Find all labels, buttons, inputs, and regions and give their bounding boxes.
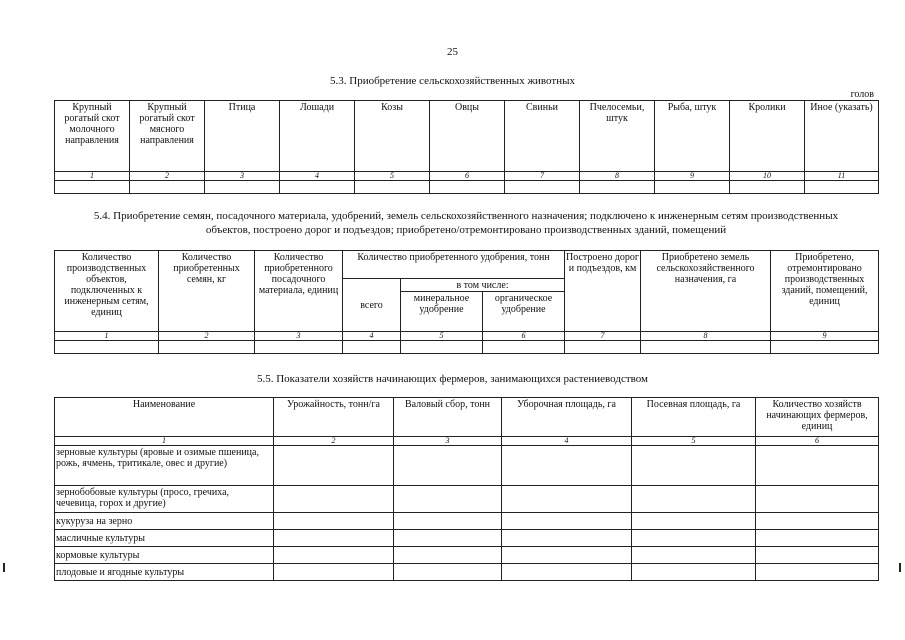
header-cell: Посевная площадь, га [632,398,756,437]
input-cell[interactable] [205,181,280,194]
animals-table [54,100,879,194]
input-cell[interactable] [274,513,394,530]
input-cell[interactable] [55,181,130,194]
column-number: 9 [771,332,879,341]
input-cell[interactable] [274,547,394,564]
input-cell[interactable] [756,564,879,581]
input-cell[interactable] [632,564,756,581]
column-number: 4 [343,332,401,341]
header-cell: Птица [205,101,280,172]
column-number: 5 [355,172,430,181]
column-number: 5 [401,332,483,341]
column-number: 3 [255,332,343,341]
input-cell[interactable] [355,181,430,194]
input-cell[interactable] [730,181,805,194]
column-number: 4 [280,172,355,181]
header-cell: Пчелосемьи, штук [580,101,655,172]
header-cell: Приобретено, отремонтировано производственных зданий, помещений, единиц [771,251,879,332]
input-cell[interactable] [274,446,394,486]
input-cell[interactable] [430,181,505,194]
input-cell[interactable] [274,486,394,513]
crop-name: зернобобовые культуры (просо, гречиха, чечевица, горох и другие) [55,486,274,513]
input-cell[interactable] [394,564,502,581]
input-cell[interactable] [55,341,159,354]
input-cell[interactable] [401,341,483,354]
header-cell: Овцы [430,101,505,172]
input-cell[interactable] [756,486,879,513]
crop-name: кормовые культуры [55,547,274,564]
input-cell[interactable] [502,513,632,530]
input-cell[interactable] [756,547,879,564]
input-cell[interactable] [655,181,730,194]
input-cell[interactable] [502,446,632,486]
input-cell[interactable] [756,530,879,547]
crops-table [54,397,879,581]
column-number: 1 [55,437,274,446]
input-cell[interactable] [756,513,879,530]
purchases-table [54,250,879,354]
column-number: 9 [655,172,730,181]
column-number: 11 [805,172,879,181]
header-cell: Лошади [280,101,355,172]
input-cell[interactable] [805,181,879,194]
header-cell: Свиньи [505,101,580,172]
column-number: 8 [641,332,771,341]
header-cell: Валовый сбор, тонн [394,398,502,437]
header-cell: минеральное удобрение [401,292,483,332]
input-cell[interactable] [159,341,255,354]
column-number: 1 [55,172,130,181]
header-cell: Иное (указать) [805,101,879,172]
header-cell: Кролики [730,101,805,172]
input-cell[interactable] [502,564,632,581]
section-5-4-title-line1: 5.4. Приобретение семян, посадочного материала, удобрений, земель сельскохозяйственного назначения; подключено к инженерным сетям производственных [93,210,839,222]
column-number: 7 [505,172,580,181]
input-cell[interactable] [483,341,565,354]
column-number: 1 [55,332,159,341]
column-number: 6 [430,172,505,181]
input-cell[interactable] [632,446,756,486]
input-cell[interactable] [394,486,502,513]
header-cell: Козы [355,101,430,172]
input-cell[interactable] [505,181,580,194]
input-cell[interactable] [502,547,632,564]
crop-name: кукуруза на зерно [55,513,274,530]
input-cell[interactable] [641,341,771,354]
input-cell[interactable] [255,341,343,354]
header-cell: Крупный рогатый скот мясного направления [130,101,205,172]
column-number: 5 [632,437,756,446]
crop-name: зерновые культуры (яровые и озимые пшеница, рожь, ячмень, тритикале, овес и другие) [55,446,274,486]
column-number: 2 [159,332,255,341]
input-cell[interactable] [280,181,355,194]
input-cell[interactable] [565,341,641,354]
input-cell[interactable] [632,547,756,564]
input-cell[interactable] [394,513,502,530]
input-cell[interactable] [632,513,756,530]
header-cell: всего [343,279,401,332]
header-cell: Количество приобретенного удобрения, тонн [343,251,565,279]
column-number: 7 [565,332,641,341]
header-cell: Количество приобретенного посадочного материала, единиц [255,251,343,332]
crop-name: масличные культуры [55,530,274,547]
input-cell[interactable] [502,530,632,547]
header-cell: Приобретено земель сельскохозяйственного назначения, га [641,251,771,332]
column-number: 2 [274,437,394,446]
header-cell: Количество производственных объектов, подключенных к инженерным сетям, единиц [55,251,159,332]
header-cell: Крупный рогатый скот молочного направления [55,101,130,172]
input-cell[interactable] [343,341,401,354]
header-cell: органическое удобрение [483,292,565,332]
column-number: 6 [756,437,879,446]
column-number: 4 [502,437,632,446]
section-5-5-title: 5.5. Показатели хозяйств начинающих фермеров, занимающихся растениеводством [256,373,649,385]
page-number: 25 [447,46,458,58]
input-cell[interactable] [394,446,502,486]
header-cell: Урожайность, тонн/га [274,398,394,437]
unit-label: голов [850,89,874,100]
input-cell[interactable] [274,530,394,547]
column-number: 3 [205,172,280,181]
header-cell: Наименование [55,398,274,437]
input-cell[interactable] [130,181,205,194]
section-5-4-title-line2: объектов, построено дорог и подъездов; приобретено/отремонтировано производственных зданий, помещений [205,224,727,236]
input-cell[interactable] [632,486,756,513]
section-5-3-title: 5.3. Приобретение сельскохозяйственных животных [330,75,575,87]
input-cell[interactable] [394,530,502,547]
column-number: 2 [130,172,205,181]
input-cell[interactable] [771,341,879,354]
header-cell: Уборочная площадь, га [502,398,632,437]
column-number: 6 [483,332,565,341]
header-cell: Количество хозяйств начинающих фермеров, единиц [756,398,879,437]
input-cell[interactable] [632,530,756,547]
input-cell[interactable] [394,547,502,564]
scan-mark-left [3,563,5,572]
input-cell[interactable] [502,486,632,513]
header-cell: в том числе: [401,279,565,292]
input-cell[interactable] [756,446,879,486]
column-number: 10 [730,172,805,181]
header-cell: Количество приобретенных семян, кг [159,251,255,332]
input-cell[interactable] [580,181,655,194]
crop-name: плодовые и ягодные культуры [55,564,274,581]
header-cell: Построено дорог и подъездов, км [565,251,641,332]
input-cell[interactable] [274,564,394,581]
scan-mark-right [899,563,901,572]
column-number: 3 [394,437,502,446]
column-number: 8 [580,172,655,181]
header-cell: Рыба, штук [655,101,730,172]
